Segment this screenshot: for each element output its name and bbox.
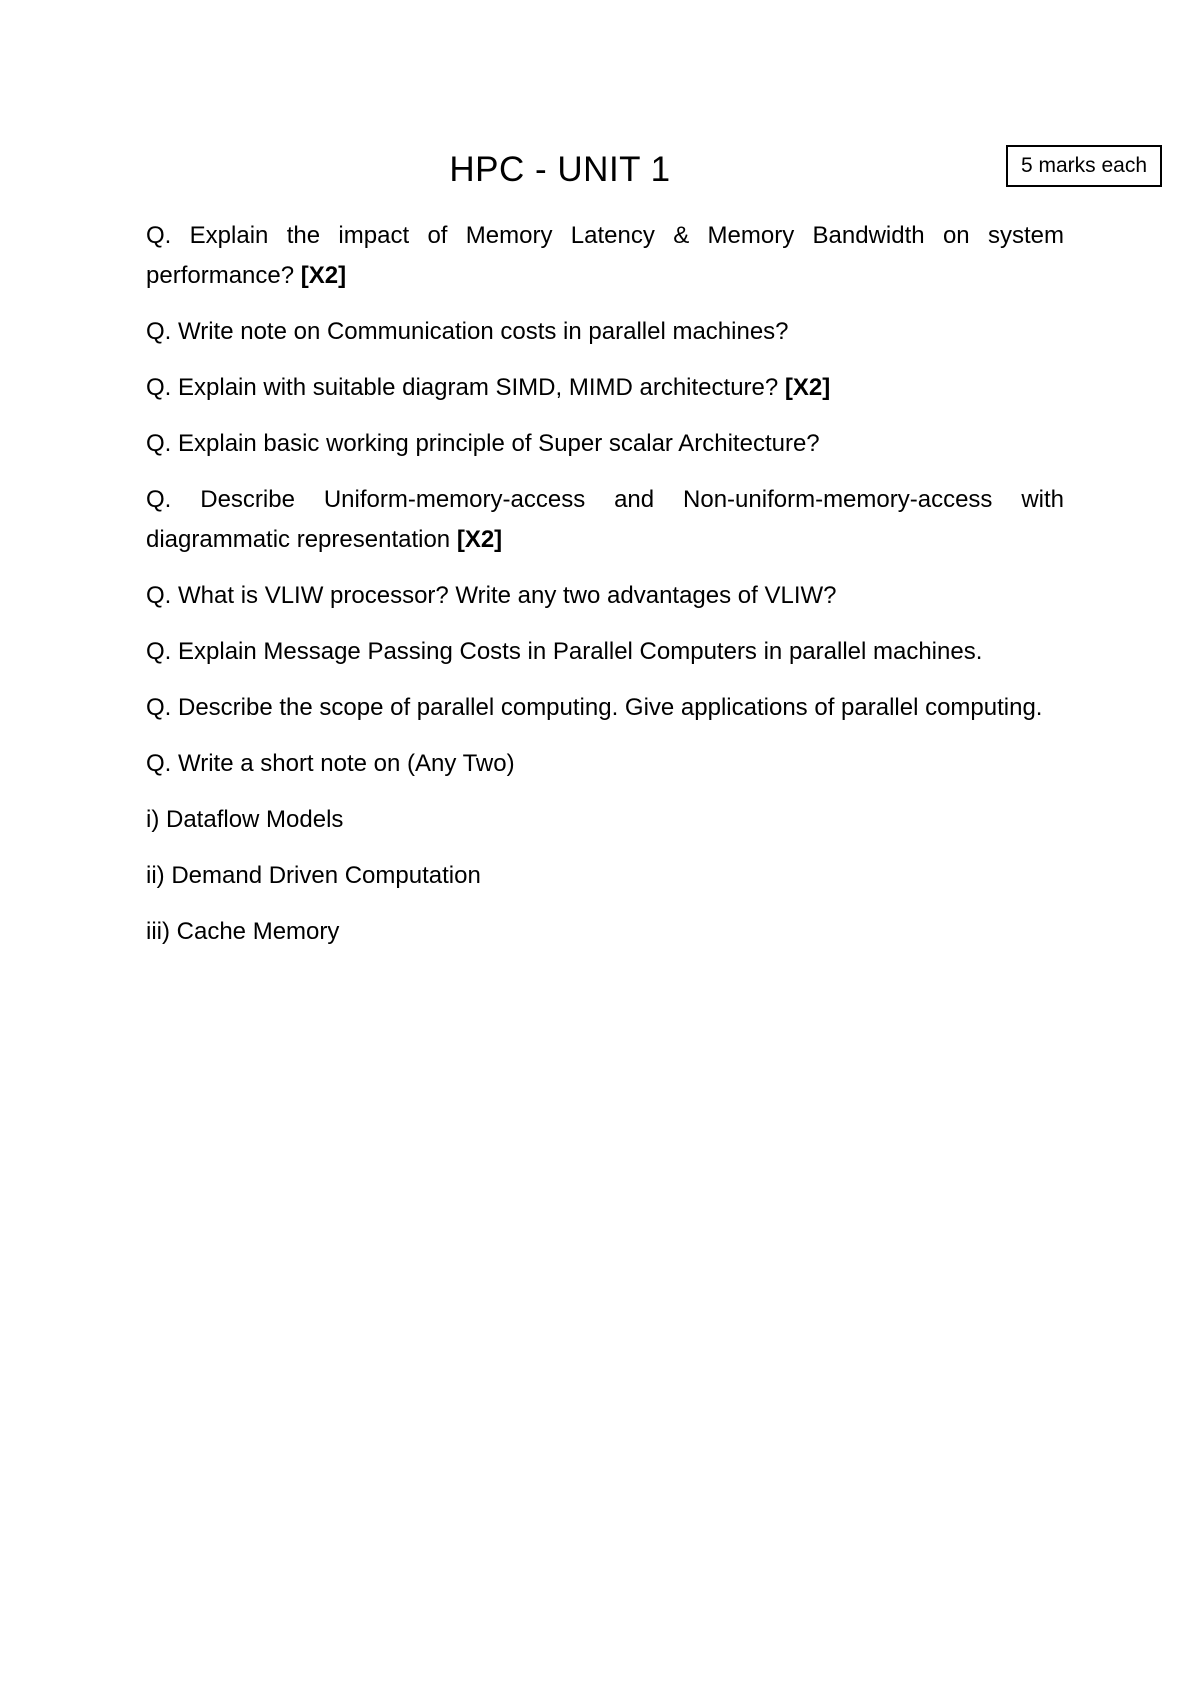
sub-item: ii) Demand Driven Computation [146, 862, 481, 889]
question-item [146, 312, 1064, 352]
question-text: Q. Describe the scope of parallel computing. Give applications of parallel computing. [146, 694, 1043, 721]
question-item [146, 576, 1064, 616]
question-item [146, 424, 1064, 464]
question-item [146, 480, 1064, 560]
sub-item: i) Dataflow Models [146, 806, 344, 833]
question-item [146, 632, 1064, 672]
question-item [146, 688, 1064, 728]
repeat-tag: [X2] [456, 526, 503, 553]
question-item [146, 368, 1064, 408]
page-title: HPC - UNIT 1 [449, 150, 671, 189]
repeat-tag: [X2] [784, 374, 831, 401]
sub-item: iii) Cache Memory [146, 918, 340, 945]
question-list [146, 216, 1064, 968]
question-text: Q. Write a short note on (Any Two) [146, 750, 515, 777]
question-text: Q. Explain the impact of Memory Latency & Memory Bandwidth on system performance? [146, 222, 1064, 289]
marks-badge: 5 marks each [1006, 145, 1162, 187]
question-text: Q. Write note on Communication costs in parallel machines? [146, 318, 789, 345]
question-item [146, 216, 1064, 296]
question-text: Q. What is VLIW processor? Write any two advantages of VLIW? [146, 582, 837, 609]
question-text: Q. Explain basic working principle of Super scalar Architecture? [146, 430, 820, 457]
repeat-tag: [X2] [300, 262, 347, 289]
question-text: Q. Describe Uniform-memory-access and Non-uniform-memory-access with diagrammatic representation [146, 486, 1064, 553]
question-item [146, 744, 1064, 784]
question-text: Q. Explain Message Passing Costs in Parallel Computers in parallel machines. [146, 638, 983, 665]
question-text: Q. Explain with suitable diagram SIMD, MIMD architecture? [146, 374, 779, 401]
